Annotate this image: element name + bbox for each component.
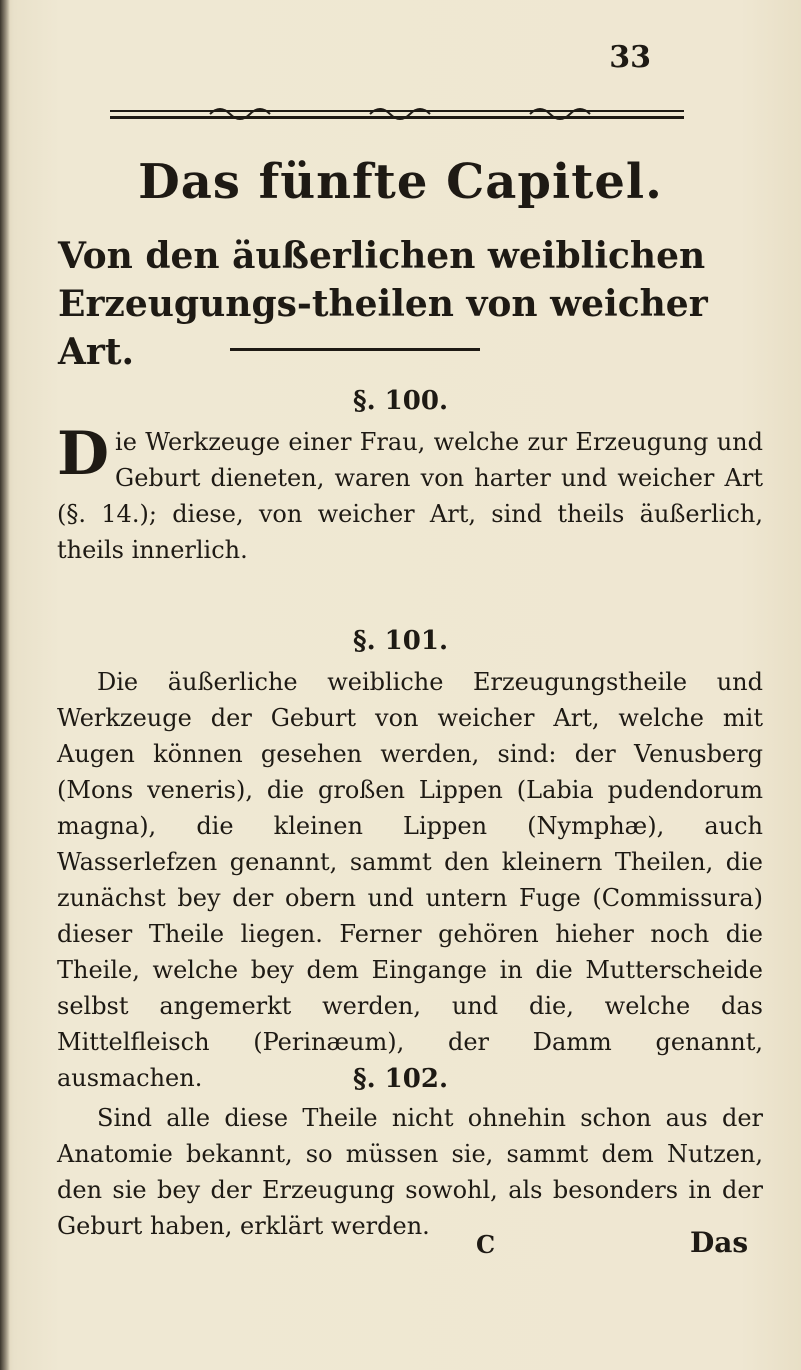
header-ornament [110, 104, 684, 124]
signature-mark: C [476, 1230, 496, 1259]
section-heading-100: §. 100. [352, 386, 449, 416]
paragraph-102-text: Sind alle diese Theile nicht ohnehin schon aus der Anatomie bekannt, so müssen sie, sammt dem Nutzen, den sie bey der Erzeugung sowohl, als besonders in der Geburt haben, erklärt werden. [57, 1104, 763, 1240]
page-number: 33 [609, 40, 651, 75]
title-rule [230, 348, 480, 351]
paragraph-101-text: Die äußerliche weibliche Erzeugungstheile und Werkzeuge der Geburt von weicher Art, welche mit Augen können gesehen werden, sind: der Venusberg (Mons veneris), die großen Lippen (Labia pudendorum magna), die kleinen Lippen (Nymphæ), auch Wasserlefzen genannt, sammt den kleinern Theilen, die zunächst bey der obern und untern Fuge (Commissura) dieser Theile liegen. Ferner gehören hieher noch die Theile, welche bey dem Eingange in die Mutterscheide selbst angemerkt werden, und die, welche das Mittelfleisch (Perinæum), der Damm genannt, ausmachen. [57, 668, 763, 1092]
paragraph-102 [57, 1100, 763, 1244]
chapter-title: Das fünfte Capitel. [138, 154, 663, 210]
drop-capital: D [57, 419, 110, 489]
paragraph-101 [57, 664, 763, 1096]
paragraph-100-text: ie Werkzeuge einer Frau, welche zur Erzeugung und Geburt dieneten, waren von harter und weicher Art (§. 14.); diese, von weicher Art, sind theils äußerlich, theils innerlich. [57, 428, 763, 564]
catchword: Das [690, 1226, 749, 1259]
paragraph-100 [57, 419, 763, 568]
chapter-subtitle: Von den äußerlichen weiblichen Erzeugungs-theilen von weicher Art. [58, 235, 708, 373]
section-heading-102: §. 102. [352, 1064, 449, 1094]
section-heading-101: §. 101. [352, 626, 449, 656]
